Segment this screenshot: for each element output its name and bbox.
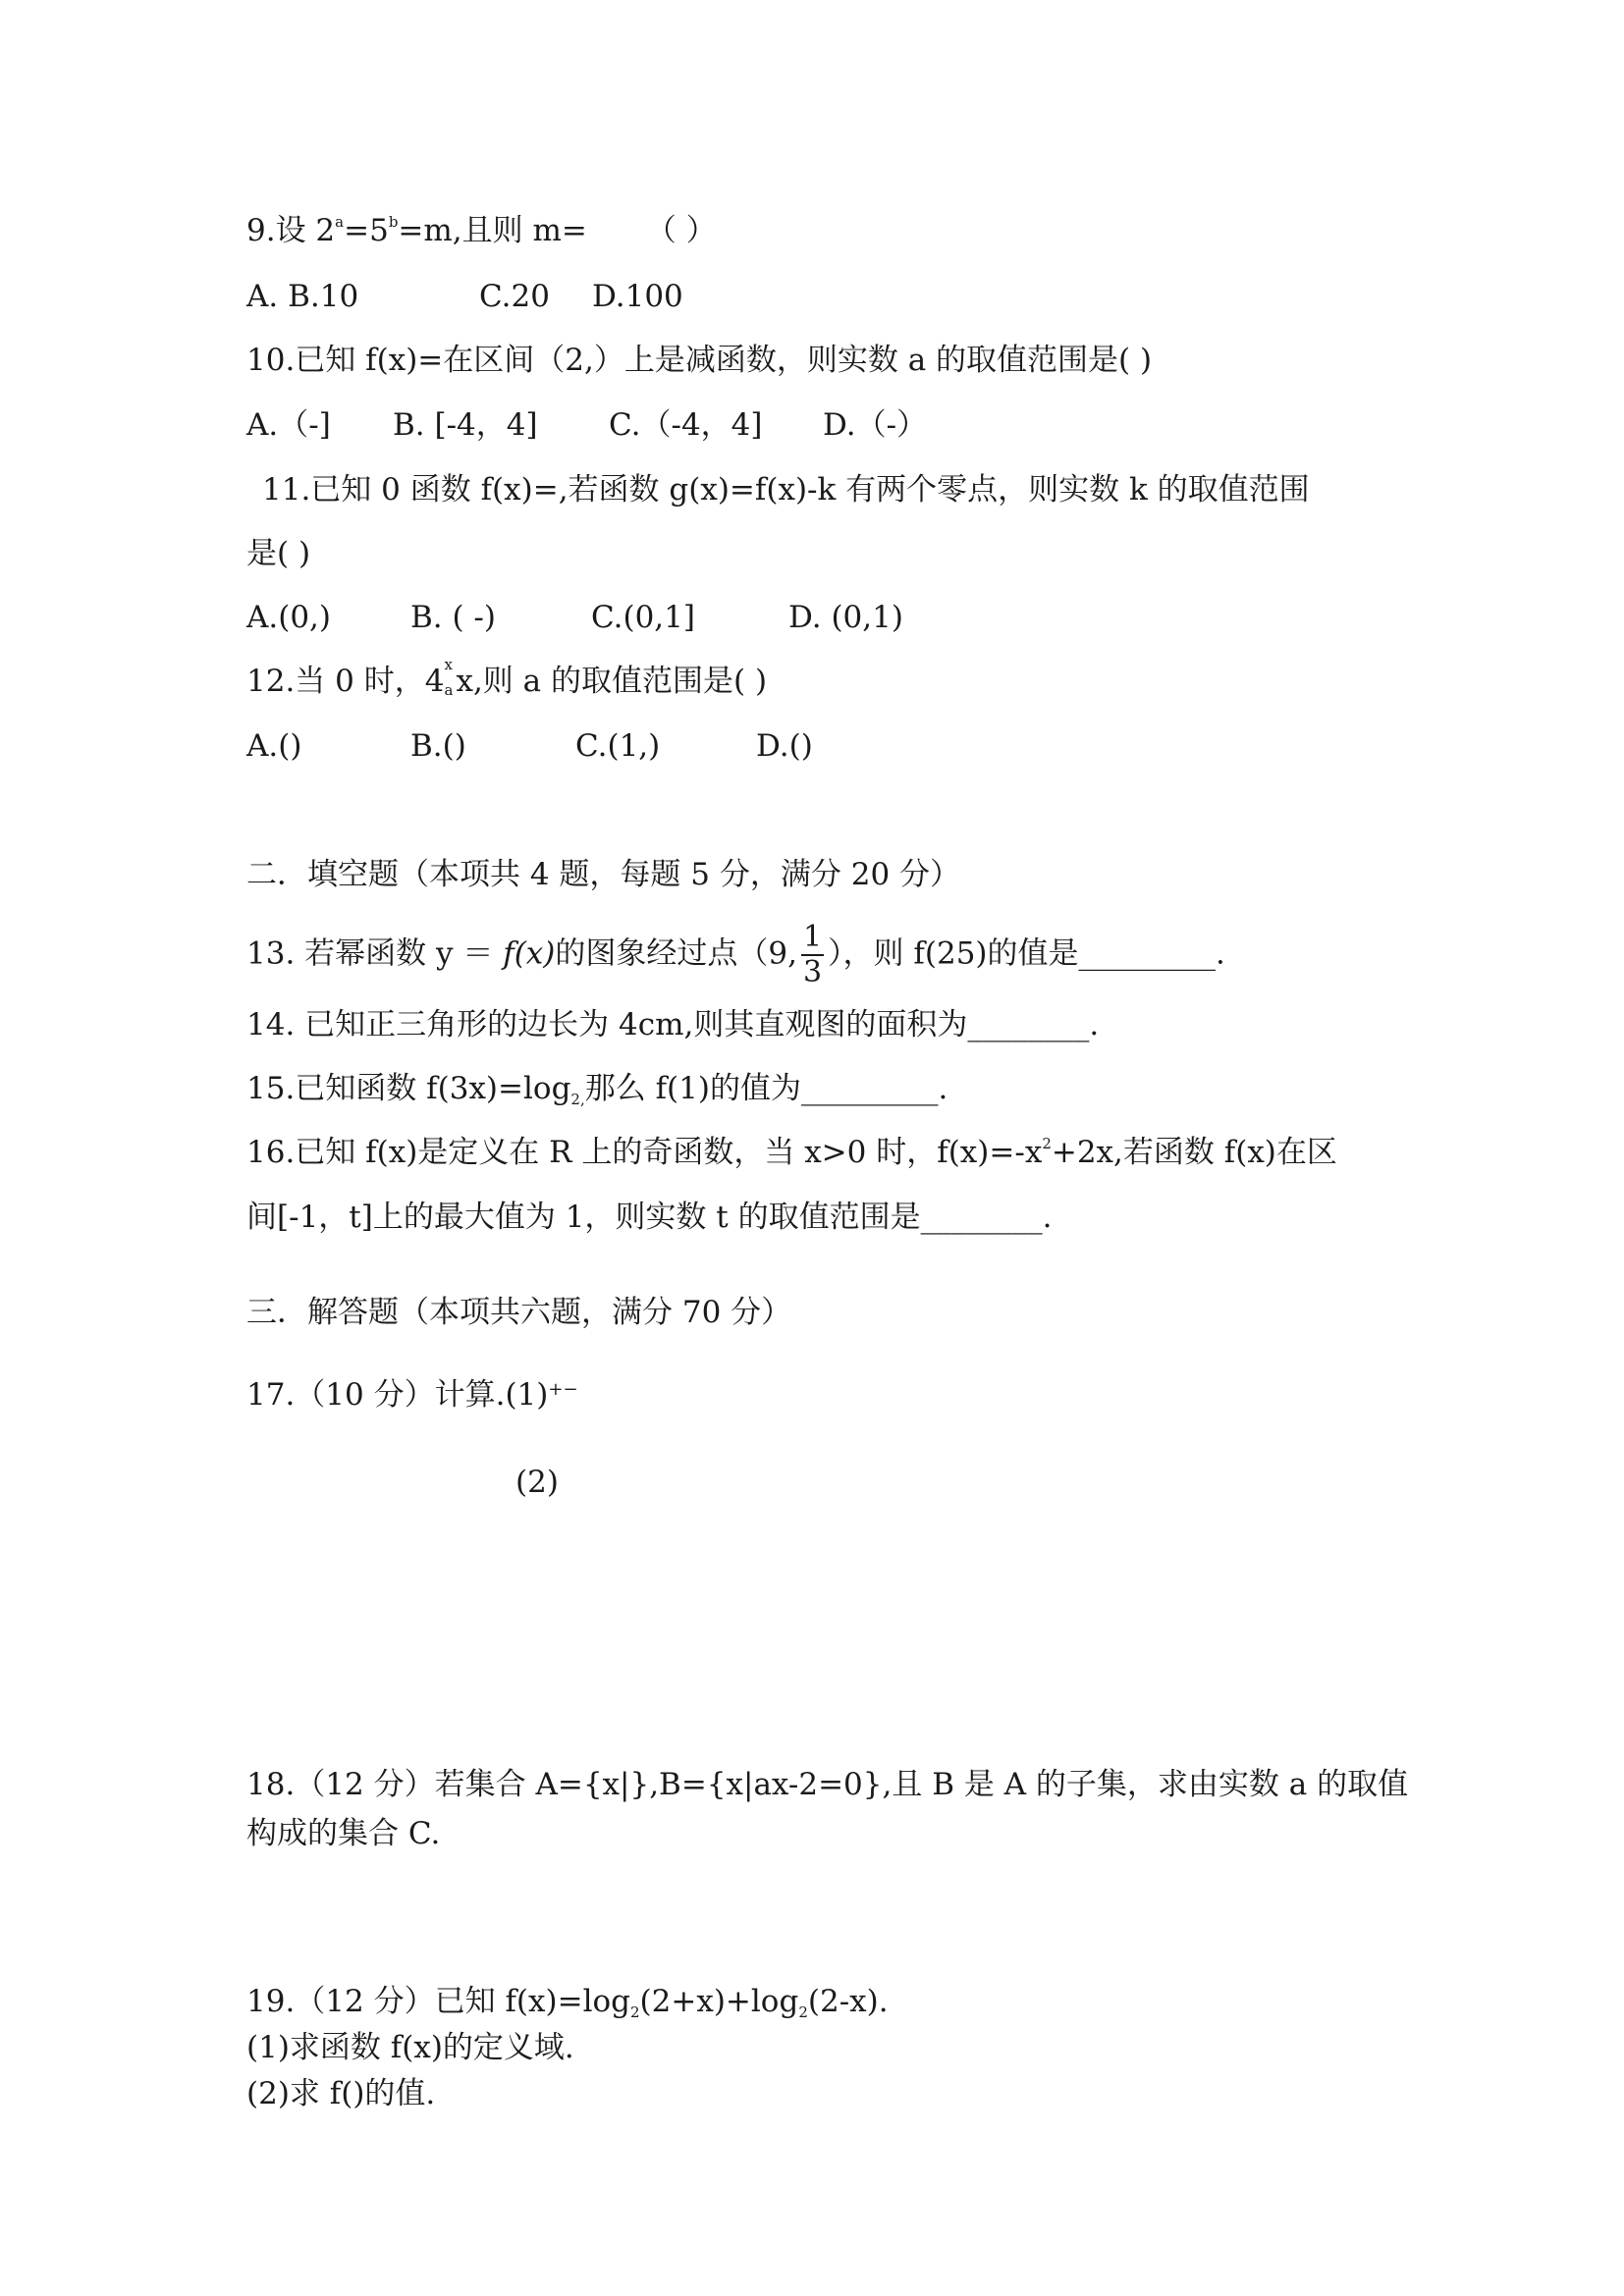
q17-part-2: (2) xyxy=(515,1465,559,1500)
question-14: 14. 已知正三角形的边长为 4cm,则其直观图的面积为________. xyxy=(246,1007,1100,1042)
q13-prefix: 13. 若幂函数 y ＝ xyxy=(246,935,494,972)
question-17 xyxy=(246,1377,578,1413)
question-9-stem xyxy=(246,213,717,248)
q9-mid: =5 xyxy=(344,213,389,248)
q12-option-c: C.(1,) xyxy=(575,728,661,764)
q12-superscript: x xyxy=(444,656,453,673)
question-18-line2: 构成的集合 C. xyxy=(246,1816,441,1851)
q9-exponent-b: b xyxy=(388,213,399,231)
q13-fraction-numerator: 1 xyxy=(802,920,823,954)
question-15 xyxy=(246,1071,948,1108)
q19-prefix: 19.（12 分）已知 f(x)=log xyxy=(246,1984,630,2019)
q12-option-d: D.() xyxy=(756,728,813,764)
q12-suffix: x,则 a 的取值范围是( ) xyxy=(456,664,768,699)
q10-option-c: C.（-4，4] xyxy=(609,407,763,443)
question-19-part-2: (2)求 f()的值. xyxy=(246,2076,436,2111)
q16-exponent: 2 xyxy=(1042,1135,1052,1152)
q19-log-base-1: 2 xyxy=(630,2003,640,2021)
question-18-line1: 18.（12 分）若集合 A={x|},B={x|ax-2=0},且 B 是 A 的子集，求由实数 a 的取值 xyxy=(246,1767,1409,1802)
q11-option-d: D. (0,1) xyxy=(788,600,903,635)
question-19-part-1: (1)求函数 f(x)的定义域. xyxy=(246,2030,574,2065)
question-13 xyxy=(246,920,1225,989)
q13-mid: 的图象经过点（9, xyxy=(555,935,797,972)
q11-option-c: C.(0,1] xyxy=(591,600,695,635)
q10-option-b: B. [-4，4] xyxy=(393,407,538,443)
question-11-stem-line2: 是( ) xyxy=(246,536,311,571)
q11-option-a: A.(0,) xyxy=(246,600,332,635)
q9-option-d: D.100 xyxy=(592,279,683,314)
q15-suffix: 那么 f(1)的值为_________. xyxy=(584,1071,948,1106)
question-16-line1 xyxy=(246,1135,1337,1170)
q13-suffix: ），则 f(25)的值是_________. xyxy=(828,935,1225,972)
q12-prefix: 12.当 0 时，4 xyxy=(246,664,445,699)
q17-prefix: 17.（10 分）计算.(1) xyxy=(246,1377,549,1413)
q13-fraction xyxy=(801,920,824,989)
q12-option-a: A.() xyxy=(246,728,302,764)
section-2-heading: 二．填空题（本项共 4 题，每题 5 分，满分 20 分） xyxy=(246,857,961,892)
q9-suffix: =m,且则 m= xyxy=(398,213,587,248)
question-19-stem xyxy=(246,1984,889,2021)
q13-fraction-denominator: 3 xyxy=(802,955,823,989)
q9-option-c: C.20 xyxy=(479,279,550,314)
q15-prefix: 15.已知函数 f(3x)=log xyxy=(246,1071,571,1106)
q15-log-base: 2, xyxy=(570,1091,585,1108)
q12-option-b: B.() xyxy=(410,728,466,764)
section-3-heading: 三．解答题（本项共六题，满分 70 分） xyxy=(246,1295,792,1330)
q10-option-a: A.（-] xyxy=(246,407,331,443)
q13-function: f(x) xyxy=(503,935,556,972)
q19-suffix: (2-x). xyxy=(807,1984,889,2019)
q12-subscript: a xyxy=(444,681,454,699)
q16-suffix: +2x,若函数 f(x)在区 xyxy=(1051,1135,1337,1170)
q19-mid: (2+x)+log xyxy=(639,1984,799,2019)
question-11-stem-line1: 11.已知 0 函数 f(x)=,若函数 g(x)=f(x)-k 有两个零点，则实数 k 的取值范围 xyxy=(262,472,1310,507)
q9-exponent-a: a xyxy=(335,213,345,231)
question-10-stem: 10.已知 f(x)=在区间（2,）上是减函数，则实数 a 的取值范围是( ) xyxy=(246,343,1153,378)
q17-superscript: +− xyxy=(548,1379,578,1400)
q9-prefix: 9.设 2 xyxy=(246,213,336,248)
question-12-stem xyxy=(246,656,768,699)
q19-log-base-2: 2 xyxy=(798,2003,808,2021)
q11-option-b: B. ( -) xyxy=(410,600,497,635)
q9-option-a-b: A. B.10 xyxy=(246,279,359,314)
question-16-line2: 间[-1，t]上的最大值为 1，则实数 t 的取值范围是________. xyxy=(246,1200,1053,1235)
q10-option-d: D.（-） xyxy=(823,407,928,443)
q16-prefix: 16.已知 f(x)是定义在 R 上的奇函数，当 x>0 时，f(x)=-x xyxy=(246,1135,1043,1170)
q9-answer-paren: （ ） xyxy=(645,213,717,248)
